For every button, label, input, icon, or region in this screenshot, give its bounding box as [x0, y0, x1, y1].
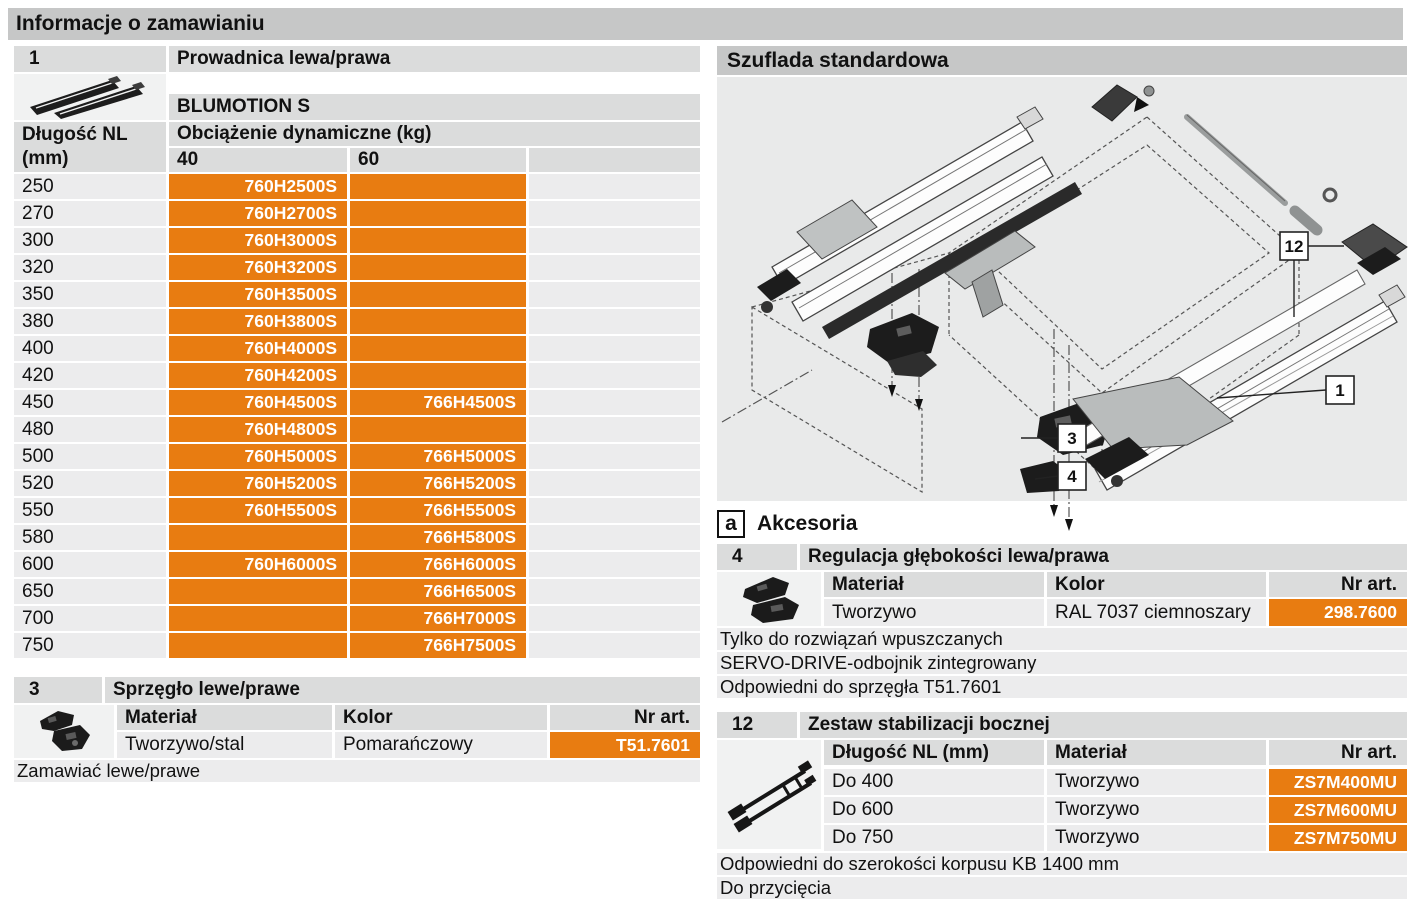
- accessories-header: [717, 509, 1407, 539]
- section12-note: Do przycięcia: [717, 877, 1407, 899]
- length-value: 250: [14, 174, 166, 199]
- drawing-title: Szuflada standardowa: [717, 46, 1407, 75]
- article-40kg: 760H4500S: [169, 390, 347, 415]
- article-40kg: 760H3800S: [169, 309, 347, 334]
- article-60kg: 766H5200S: [350, 471, 526, 496]
- length-value: 520: [14, 471, 166, 496]
- nr-art-header: Nr art.: [550, 705, 700, 730]
- length-value: Do 600: [824, 797, 1044, 823]
- accessories-badge: a: [717, 510, 745, 538]
- material-value: Tworzywo: [1047, 769, 1266, 795]
- section12-notes: [717, 853, 1407, 899]
- article-60kg: [350, 309, 526, 334]
- material-value: Tworzywo: [824, 599, 1044, 626]
- empty-cell: [529, 498, 700, 523]
- product-title: Prowadnica lewa/prawa: [169, 46, 700, 72]
- length-value: Do 750: [824, 825, 1044, 851]
- length-value: 600: [14, 552, 166, 577]
- section12-col-headers: [824, 740, 1407, 765]
- table-header-row: [14, 122, 700, 172]
- length-value: 750: [14, 633, 166, 658]
- empty-cell: [529, 336, 700, 361]
- section12-header: [717, 712, 1407, 738]
- load-col-empty: [529, 148, 700, 172]
- article-40kg: [169, 606, 347, 631]
- coupling-icon: [14, 705, 114, 758]
- table-row: [14, 471, 700, 496]
- drawing-panel: [717, 46, 1407, 901]
- section4-title: Regulacja głębokości lewa/prawa: [800, 544, 1407, 570]
- material-value: Tworzywo: [1047, 797, 1266, 823]
- length-value: 380: [14, 309, 166, 334]
- article-60kg: 766H4500S: [350, 390, 526, 415]
- article-60kg: 766H7000S: [350, 606, 526, 631]
- empty-cell: [529, 390, 700, 415]
- length-value: 500: [14, 444, 166, 469]
- material-value: Tworzywo/stal: [117, 732, 332, 758]
- article-40kg: [169, 633, 347, 658]
- section3-header: [14, 677, 700, 703]
- article-60kg: [350, 174, 526, 199]
- table-row: [14, 417, 700, 442]
- callout-1: 1: [1335, 381, 1345, 400]
- section3-data-row: [117, 732, 700, 758]
- section4-header: [717, 544, 1407, 570]
- table-row: [824, 769, 1407, 795]
- runner-table-body: [14, 174, 700, 658]
- empty-cell: [529, 552, 700, 577]
- table-row: [14, 363, 700, 388]
- length-value: 450: [14, 390, 166, 415]
- length-value: 580: [14, 525, 166, 550]
- length-value: 480: [14, 417, 166, 442]
- product-header-row: [14, 46, 700, 72]
- article-60kg: [350, 336, 526, 361]
- table-row: [14, 201, 700, 226]
- article-60kg: [350, 201, 526, 226]
- table-row: [14, 336, 700, 361]
- section12-note: Odpowiedni do szerokości korpusu KB 1400 mm: [717, 853, 1407, 875]
- length-value: 400: [14, 336, 166, 361]
- drawer-runners-icon: [14, 74, 166, 120]
- article-60kg: 766H5000S: [350, 444, 526, 469]
- table-row: [14, 282, 700, 307]
- material-value: Tworzywo: [1047, 825, 1266, 851]
- empty-cell: [529, 444, 700, 469]
- length-value: 650: [14, 579, 166, 604]
- depth-adjuster-icon: [717, 572, 821, 626]
- section4-number: 4: [717, 544, 797, 570]
- product-subheader-row: [14, 74, 700, 120]
- length-value: 300: [14, 228, 166, 253]
- section4-note: Tylko do rozwiązań wpuszczanych: [717, 628, 1407, 650]
- table-row: [14, 606, 700, 631]
- article-40kg: [169, 525, 347, 550]
- load-col-60: 60: [350, 148, 526, 172]
- section12-title: Zestaw stabilizacji bocznej: [800, 712, 1407, 738]
- product-position-number: 1: [14, 46, 166, 72]
- page-title: Informacje o zamawianiu: [8, 8, 1403, 40]
- article-60kg: 766H5800S: [350, 525, 526, 550]
- table-row: [14, 525, 700, 550]
- nr-art-header: Nr art.: [1269, 572, 1407, 597]
- exploded-drawer-diagram: [717, 77, 1407, 501]
- callout-4: 4: [1067, 467, 1077, 486]
- article-60kg: 766H6500S: [350, 579, 526, 604]
- article-number: ZS7M750MU: [1269, 825, 1407, 851]
- section12-number: 12: [717, 712, 797, 738]
- article-40kg: 760H4000S: [169, 336, 347, 361]
- spacer: [169, 74, 700, 92]
- empty-cell: [529, 228, 700, 253]
- length-value: 700: [14, 606, 166, 631]
- empty-cell: [529, 417, 700, 442]
- material-header: Materiał: [117, 705, 332, 730]
- length-value: 320: [14, 255, 166, 280]
- article-40kg: 760H5500S: [169, 498, 347, 523]
- article-60kg: [350, 255, 526, 280]
- article-40kg: 760H3500S: [169, 282, 347, 307]
- section4-notes: [717, 628, 1407, 698]
- table-row: [14, 579, 700, 604]
- article-number: 298.7600: [1269, 599, 1407, 626]
- section4-note: Odpowiedni do sprzęgła T51.7601: [717, 676, 1407, 698]
- article-40kg: 760H3000S: [169, 228, 347, 253]
- table-row: [14, 633, 700, 658]
- material-header: Materiał: [824, 572, 1044, 597]
- load-col-40: 40: [169, 148, 347, 172]
- callout-12: 12: [1284, 237, 1304, 256]
- length-header: Długość NL (mm): [824, 740, 1044, 765]
- load-header: Obciążenie dynamiczne (kg): [169, 122, 700, 146]
- section12-rows: [824, 767, 1407, 851]
- section4-col-headers: [824, 572, 1407, 597]
- ordering-info-panel: [14, 46, 700, 784]
- material-header: Materiał: [1047, 740, 1266, 765]
- table-row: [14, 444, 700, 469]
- table-row: [824, 797, 1407, 823]
- color-value: RAL 7037 ciemnoszary: [1047, 599, 1266, 626]
- color-value: Pomarańczowy: [335, 732, 547, 758]
- table-row: [14, 498, 700, 523]
- section12-body: [717, 740, 1407, 851]
- empty-cell: [529, 363, 700, 388]
- product-series: BLUMOTION S: [169, 94, 700, 120]
- load-subheaders: [169, 148, 700, 172]
- empty-cell: [529, 471, 700, 496]
- article-number: T51.7601: [550, 732, 700, 758]
- empty-cell: [529, 309, 700, 334]
- article-40kg: 760H4800S: [169, 417, 347, 442]
- table-row: [824, 825, 1407, 851]
- article-40kg: 760H6000S: [169, 552, 347, 577]
- color-header: Kolor: [1047, 572, 1266, 597]
- article-40kg: 760H2700S: [169, 201, 347, 226]
- article-60kg: [350, 363, 526, 388]
- length-value: 550: [14, 498, 166, 523]
- empty-cell: [529, 525, 700, 550]
- article-60kg: 766H6000S: [350, 552, 526, 577]
- length-value: Do 400: [824, 769, 1044, 795]
- article-40kg: [169, 579, 347, 604]
- length-value: 270: [14, 201, 166, 226]
- article-40kg: 760H2500S: [169, 174, 347, 199]
- table-row: [14, 390, 700, 415]
- section3-title: Sprzęgło lewe/prawe: [105, 677, 700, 703]
- empty-cell: [529, 579, 700, 604]
- article-40kg: 760H4200S: [169, 363, 347, 388]
- article-number: ZS7M400MU: [1269, 769, 1407, 795]
- article-40kg: 760H5200S: [169, 471, 347, 496]
- empty-cell: [529, 282, 700, 307]
- section3-note: Zamawiać lewe/prawe: [14, 760, 700, 782]
- empty-cell: [529, 174, 700, 199]
- stabilisation-set-icon: [717, 740, 821, 849]
- article-number: ZS7M600MU: [1269, 797, 1407, 823]
- article-60kg: 766H5500S: [350, 498, 526, 523]
- article-60kg: [350, 282, 526, 307]
- article-40kg: 760H3200S: [169, 255, 347, 280]
- section3-number: 3: [14, 677, 102, 703]
- section3-col-headers: [117, 705, 700, 730]
- length-value: 420: [14, 363, 166, 388]
- empty-cell: [529, 633, 700, 658]
- article-60kg: 766H7500S: [350, 633, 526, 658]
- section3-body: [14, 705, 700, 758]
- table-row: [14, 174, 700, 199]
- accessories-label: Akcesoria: [757, 512, 858, 535]
- empty-cell: [529, 255, 700, 280]
- section4-body: [717, 572, 1407, 626]
- table-row: [14, 309, 700, 334]
- callout-3: 3: [1067, 429, 1077, 448]
- empty-cell: [529, 606, 700, 631]
- article-60kg: [350, 228, 526, 253]
- table-row: [14, 552, 700, 577]
- section4-data-row: [824, 599, 1407, 626]
- length-value: 350: [14, 282, 166, 307]
- empty-cell: [529, 201, 700, 226]
- color-header: Kolor: [335, 705, 547, 730]
- table-row: [14, 255, 700, 280]
- nr-art-header: Nr art.: [1269, 740, 1407, 765]
- article-40kg: 760H5000S: [169, 444, 347, 469]
- length-column-header: Długość NL (mm): [14, 122, 166, 172]
- article-60kg: [350, 417, 526, 442]
- section4-note: SERVO-DRIVE-odbojnik zintegrowany: [717, 652, 1407, 674]
- table-row: [14, 228, 700, 253]
